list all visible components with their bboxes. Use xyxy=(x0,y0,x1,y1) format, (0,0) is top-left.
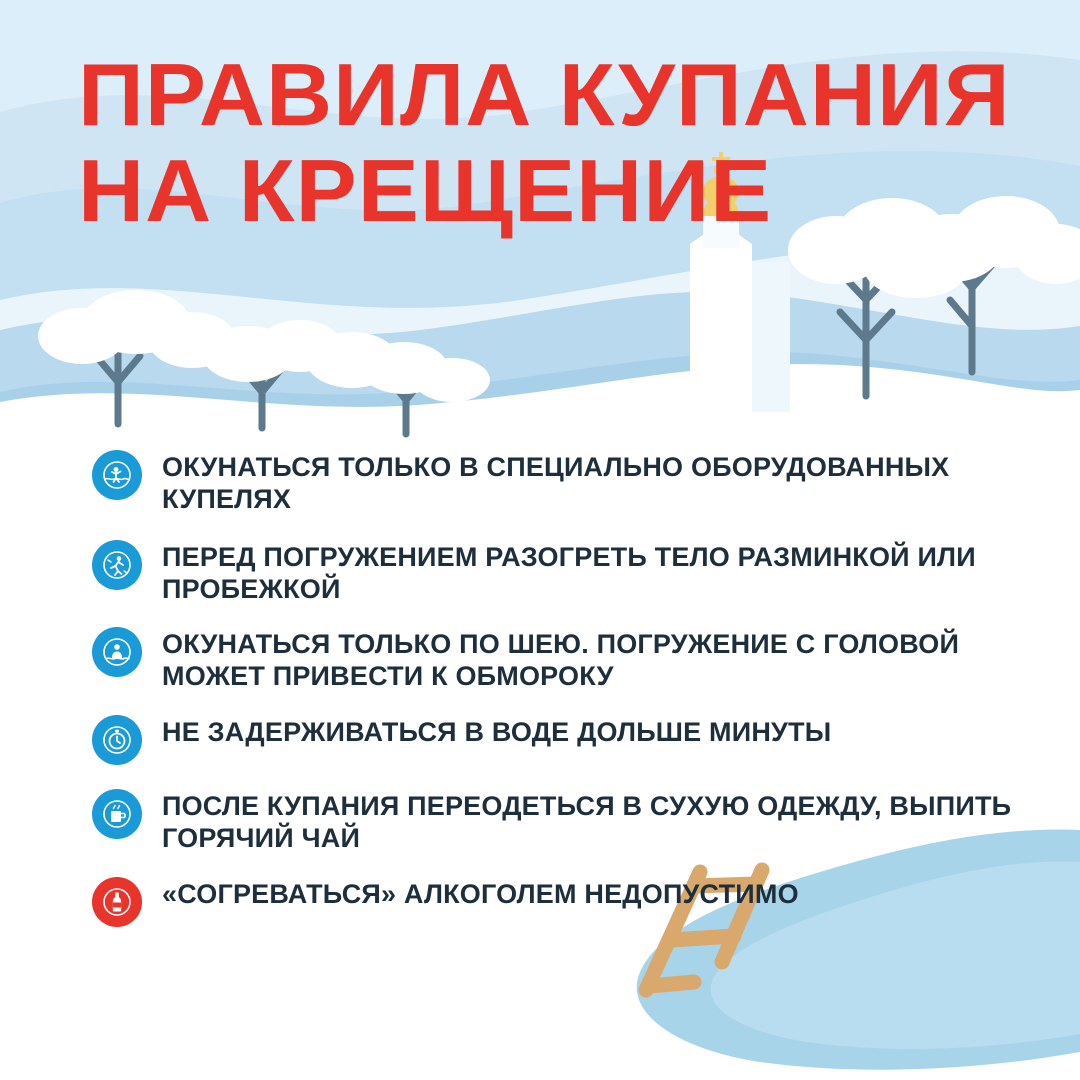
stopwatch-icon xyxy=(92,715,142,765)
list-item xyxy=(92,625,1032,693)
person-in-ice-hole-icon xyxy=(92,450,142,500)
no-alcohol-bottle-icon xyxy=(92,877,142,927)
warm-up-exercise-icon xyxy=(92,540,142,590)
list-item-label: ОКУНАТЬСЯ ТОЛЬКО В СПЕЦИАЛЬНО ОБОРУДОВАННЫХ КУПЕЛЯХ xyxy=(162,452,950,514)
list-item-label: ПОСЛЕ КУПАНИЯ ПЕРЕОДЕТЬСЯ В СУХУЮ ОДЕЖДУ, ВЫПИТЬ ГОРЯЧИЙ ЧАЙ xyxy=(162,791,1012,854)
title-line-1: ПРАВИЛА КУПАНИЯ xyxy=(78,45,1011,144)
list-item xyxy=(92,713,1032,765)
hot-tea-cup-icon xyxy=(92,789,142,839)
page-title xyxy=(78,45,1011,244)
list-item xyxy=(92,875,1032,927)
list-item-label: ПЕРЕД ПОГРУЖЕНИЕМ РАЗОГРЕТЬ ТЕЛО РАЗМИНКОЙ ИЛИ ПРОБЕЖКОЙ xyxy=(162,541,976,604)
list-item xyxy=(92,787,1032,855)
list-item-label: «СОГРЕВАТЬСЯ» АЛКОГОЛЕМ НЕДОПУСТИМО xyxy=(162,878,799,909)
person-neck-deep-icon xyxy=(92,627,142,677)
title-line-2: НА КРЕЩЕНИЕ xyxy=(78,141,773,241)
list-item-label: НЕ ЗАДЕРЖИВАТЬСЯ В ВОДЕ ДОЛЬШЕ МИНУТЫ xyxy=(162,717,832,748)
rules-list xyxy=(92,448,1032,947)
list-item xyxy=(92,538,1032,606)
list-item xyxy=(92,448,1032,516)
list-item-label: ОКУНАТЬСЯ ТОЛЬКО ПО ШЕЮ. ПОГРУЖЕНИЕ С ГОЛОВОЙ МОЖЕТ ПРИВЕСТИ К ОБМОРОКУ xyxy=(162,629,960,692)
